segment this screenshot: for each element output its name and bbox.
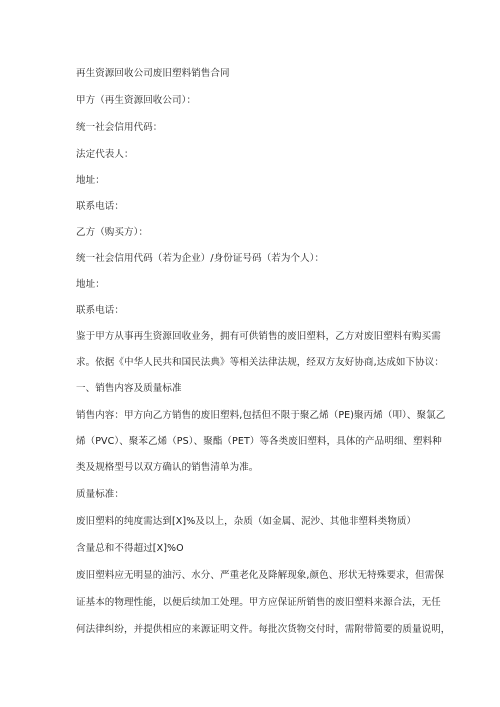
document-title: 再生资源回收公司废旧塑料销售合同 bbox=[76, 68, 230, 79]
quality-line-1: 废旧塑料的纯度需达到[X]%及以上，杂质（如金属、泥沙、其他非塑料类物质） bbox=[76, 516, 417, 527]
party-b-label: 乙方（购买方）： bbox=[76, 227, 149, 238]
party-a-address-label: 地址： bbox=[76, 175, 105, 186]
party-b-phone-label: 联系电话： bbox=[76, 305, 125, 316]
quality-line-3: 废旧塑料应无明显的油污、水分、严重老化及降解现象,颜色、形状无特殊要求，但需保 bbox=[76, 570, 444, 581]
sales-content-line-1: 销售内容：甲方向乙方销售的废旧塑料,包括但不限于聚乙烯（PE)聚丙烯（叩）、聚氯乙 bbox=[76, 410, 446, 421]
sales-content-line-3: 类及规格型号以双方确认的销售清单为准。 bbox=[76, 462, 259, 473]
preamble-paragraph-line-1: 鉴于甲方从事再生资源回收业务，拥有可供销售的废旧塑料，乙方对废旧塑料有购买需 bbox=[76, 331, 441, 342]
party-a-legal-rep-label: 法定代表人： bbox=[76, 149, 134, 160]
party-b-address-label: 地址： bbox=[76, 279, 105, 290]
party-b-id-label: 统一社会信用代码（若为企业）/身份证号码（若为个人）： bbox=[76, 253, 325, 264]
section-1-heading: 一、销售内容及质量标准 bbox=[76, 383, 182, 394]
party-a-credit-code-label: 统一社会信用代码： bbox=[76, 122, 163, 133]
quality-line-5: 何法律纠纷，并提供相应的来源证明文件。每批次货物交付时，需附带简要的质量说明， bbox=[76, 624, 451, 635]
sales-content-line-2: 烯（PVC）、聚苯乙烯（PS）、聚酯（PET）等各类废旧塑料，具体的产品明细、塑料种 bbox=[76, 436, 442, 447]
party-a-phone-label: 联系电话： bbox=[76, 201, 125, 212]
preamble-paragraph-line-2: 求。依据《中华人民共和国民法典》等相关法律法规，经双方友好协商,达成如下协议： bbox=[76, 357, 444, 368]
quality-standard-heading: 质量标准： bbox=[76, 489, 125, 500]
party-a-label: 甲方（再生资源回收公司）： bbox=[76, 95, 197, 106]
quality-line-2: 含量总和不得超过[X]%O bbox=[76, 543, 184, 554]
quality-line-4: 证基本的物理性能，以便后续加工处理。甲方应保证所销售的废旧塑料来源合法，无任 bbox=[76, 597, 441, 608]
